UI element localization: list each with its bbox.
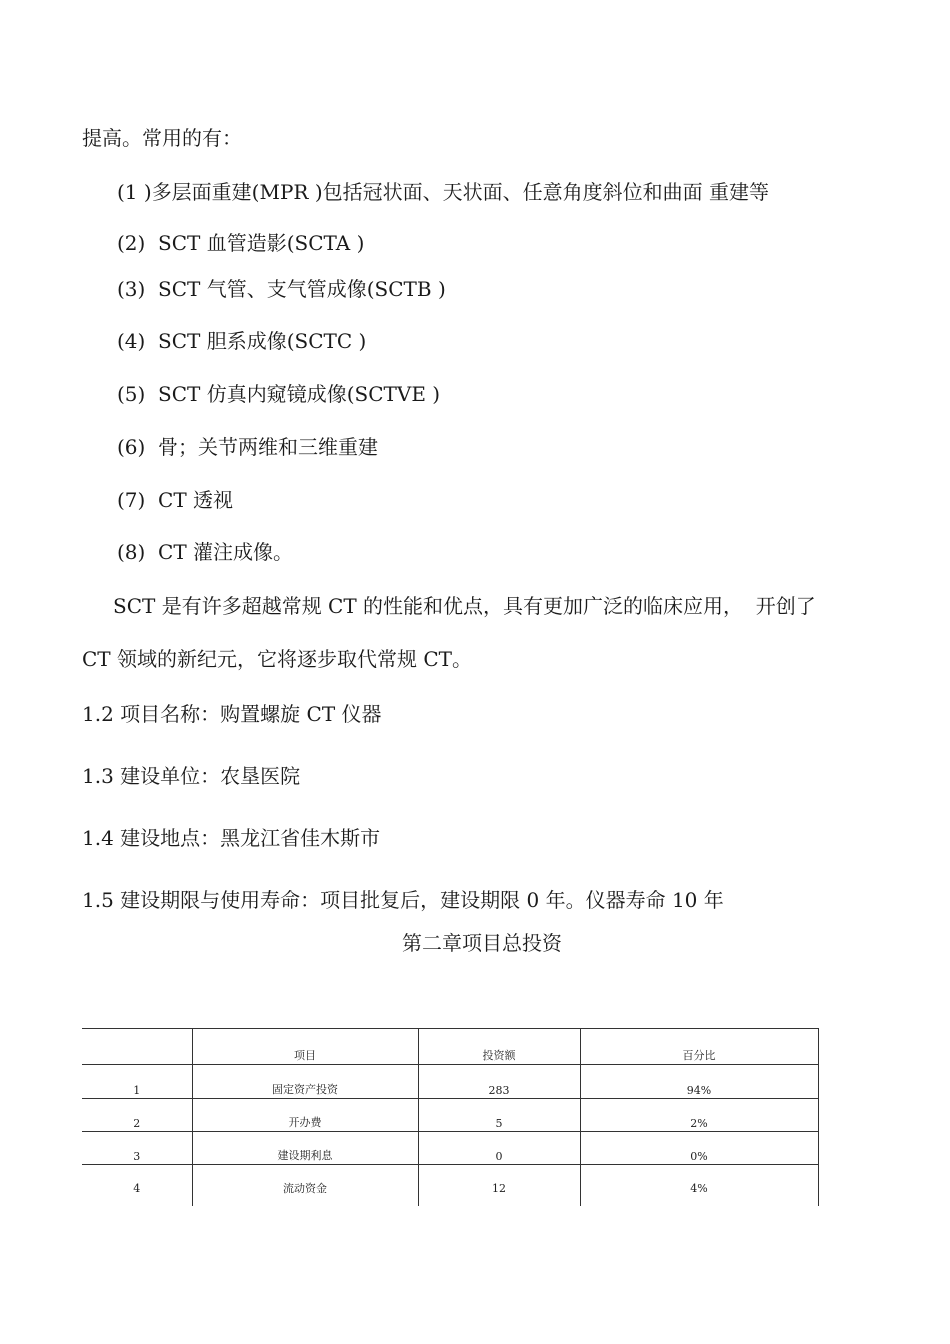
section-1-2: 1.2 项目名称：购置螺旋 CT 仪器 (82, 702, 382, 726)
header-percent: 百分比 (580, 1029, 818, 1065)
row-item: 开办费 (192, 1099, 418, 1132)
row-amount: 0 (418, 1132, 580, 1165)
investment-table (82, 1028, 819, 1206)
list-item-3: (3) SCT 气管、支气管成像(SCTB ) (117, 277, 446, 301)
row-index: 4 (133, 1181, 141, 1195)
header-item: 项目 (192, 1029, 418, 1065)
paragraph-continuation: 提高。常用的有： (82, 126, 242, 150)
row-percent: 4% (580, 1165, 818, 1207)
list-item-5: (5) SCT 仿真内窥镜成像(SCTVE ) (117, 382, 441, 406)
list-item-7: (7) CT 透视 (117, 488, 234, 512)
row-percent: 2% (580, 1099, 818, 1132)
table-row (82, 1099, 818, 1132)
row-index: 1 (82, 1065, 192, 1099)
row-index: 3 (82, 1132, 192, 1165)
table-row (82, 1065, 818, 1099)
row-amount: 5 (418, 1099, 580, 1132)
header-amount: 投资额 (418, 1029, 580, 1065)
section-1-3: 1.3 建设单位：农垦医院 (82, 764, 301, 788)
table-header-row (82, 1029, 818, 1065)
sct-paragraph-line-1: SCT 是有许多超越常规 CT 的性能和优点，具有更加广泛的临床应用， 开创了 (113, 594, 816, 618)
sct-paragraph-line-2: CT 领域的新纪元，它将逐步取代常规 CT。 (82, 647, 472, 671)
list-item-6: (6) 骨；关节两维和三维重建 (117, 435, 379, 459)
list-item-8: (8) CT 灌注成像。 (117, 540, 294, 564)
header-index (82, 1029, 192, 1065)
list-item-2: (2) SCT 血管造影(SCTA ) (117, 231, 365, 255)
row-item: 建设期利息 (192, 1132, 418, 1165)
row-percent: 94% (580, 1065, 818, 1099)
row-item: 固定资产投资 (192, 1065, 418, 1099)
section-1-4: 1.4 建设地点：黑龙江省佳木斯市 (82, 826, 381, 850)
table-row (82, 1132, 818, 1165)
section-1-5: 1.5 建设期限与使用寿命：项目批复后，建设期限 0 年。仪器寿命 10 年 (82, 888, 724, 912)
row-item: 流动资金 (192, 1165, 418, 1207)
chapter-title: 第二章项目总投资 (402, 931, 562, 955)
row-percent: 0% (580, 1132, 818, 1165)
list-item-4: (4) SCT 胆系成像(SCTC ) (117, 329, 367, 353)
table-row (82, 1165, 818, 1207)
row-amount: 283 (418, 1065, 580, 1099)
list-item-1: (1 )多层面重建(MPR )包括冠状面、天状面、任意角度斜位和曲面 重建等 (117, 180, 770, 204)
row-amount: 12 (418, 1165, 580, 1207)
row-index: 2 (82, 1099, 192, 1132)
